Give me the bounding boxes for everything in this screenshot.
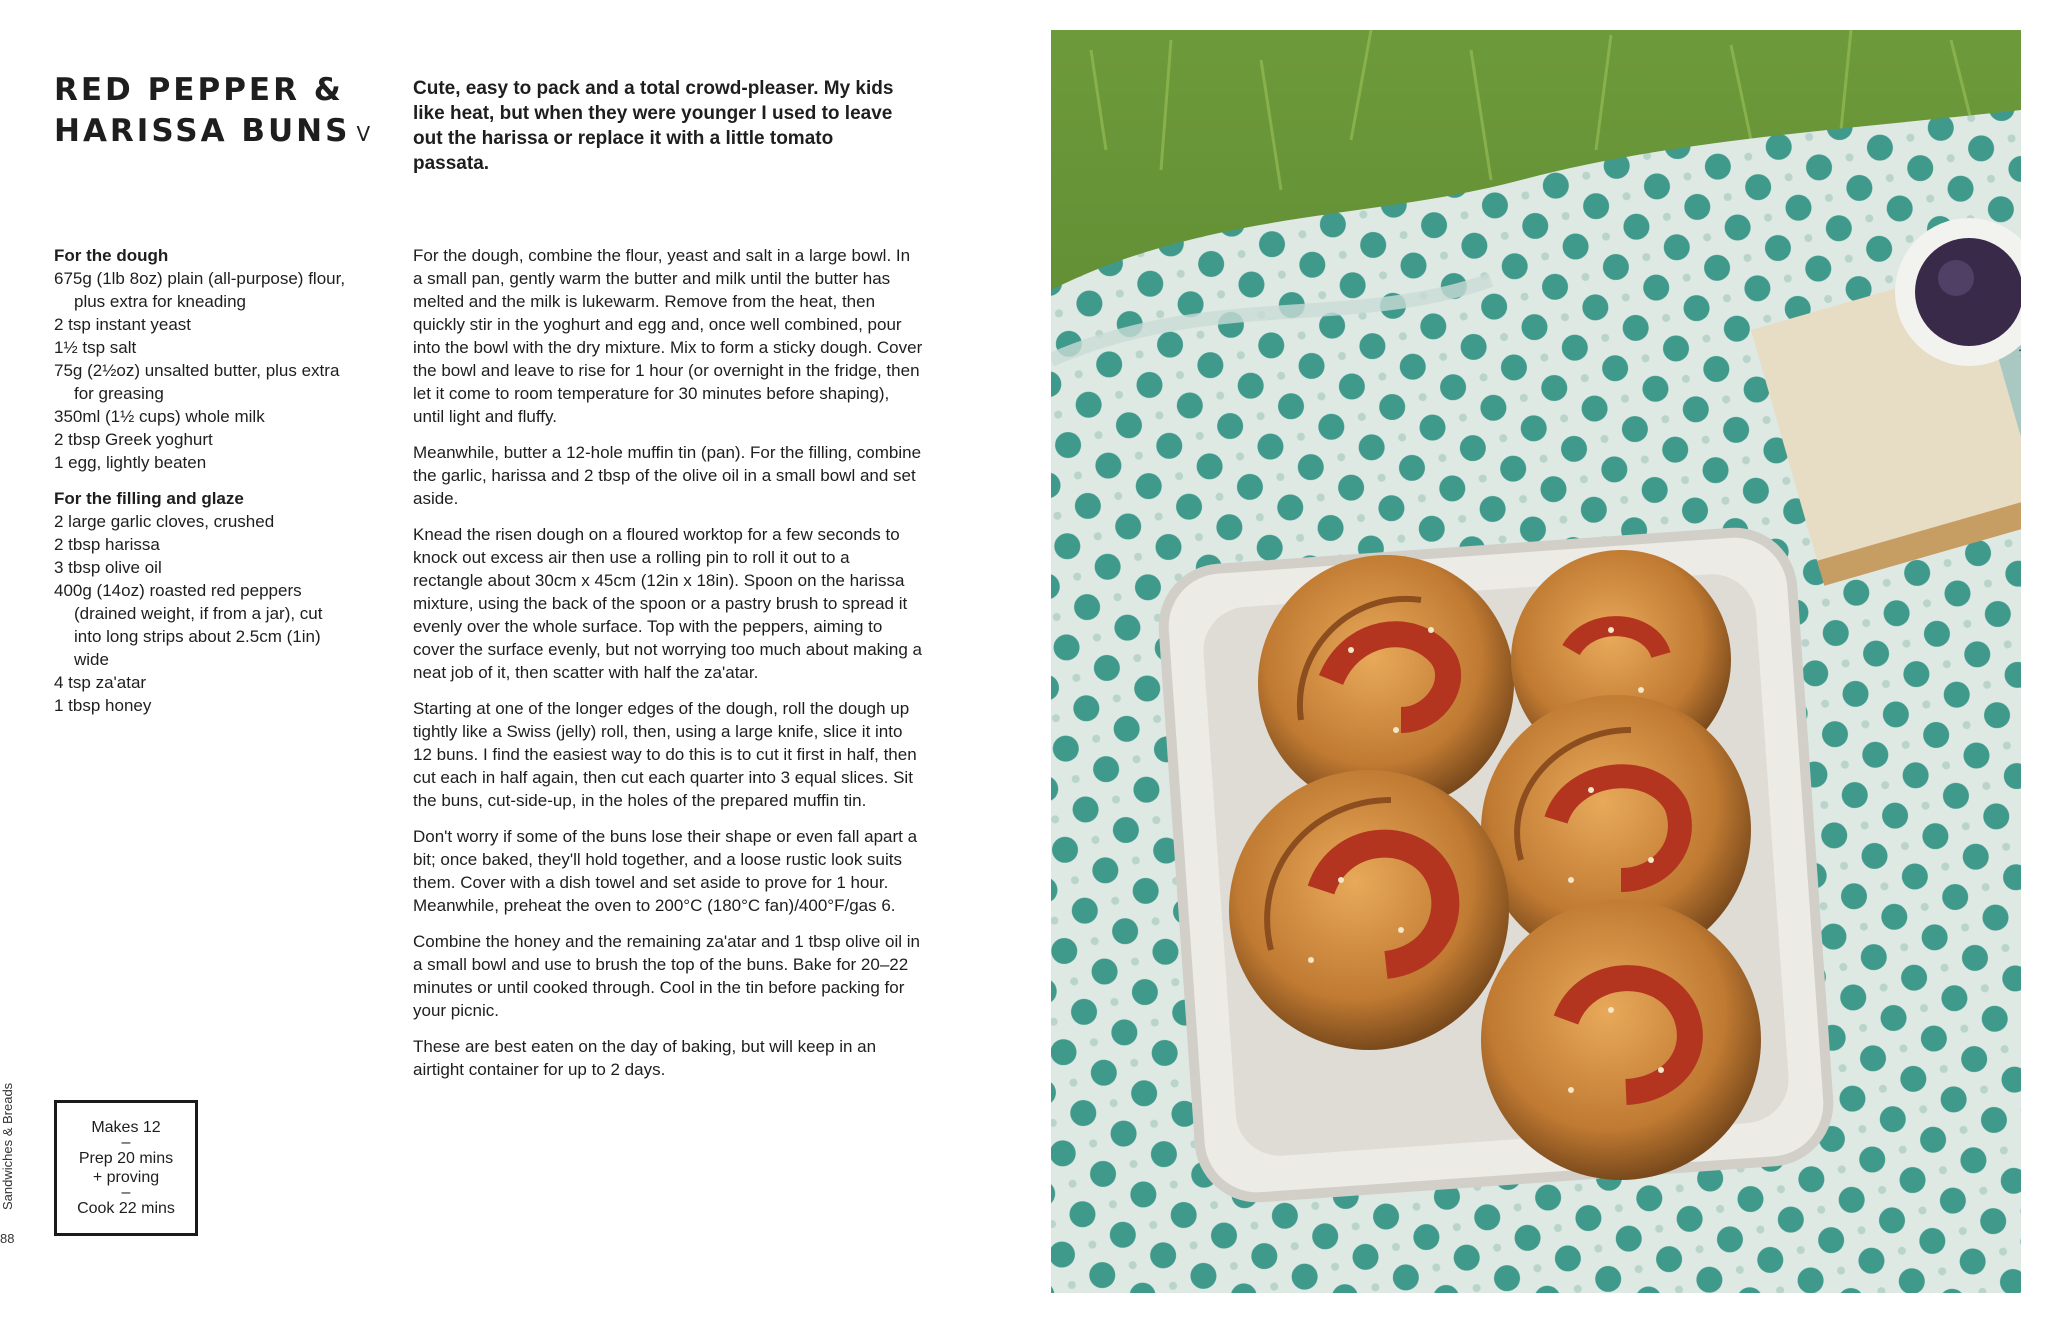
bun-bottom-left — [1229, 770, 1509, 1050]
vegetarian-marker: V — [356, 122, 371, 146]
ingredient-item: 2 tsp instant yeast — [54, 315, 192, 334]
ingredient-item: 1½ tsp salt — [54, 338, 137, 357]
ingredient-item: 1 egg, lightly beaten — [54, 453, 207, 472]
method-paragraph: Combine the honey and the remaining za'atar and 1 tbsp olive oil in a small bowl and use to brush the top of the buns. Bake for 20–22 minutes or until cooked through. Cool in the tin before packing for your picnic. — [413, 932, 920, 1020]
title-line-1: RED PEPPER & — [54, 72, 344, 108]
ingredient-item: 3 tbsp olive oil — [54, 558, 162, 577]
ingredient-item: 75g (2½oz) unsalted butter, plus extra for greasing — [54, 361, 340, 403]
yield-time-box — [54, 1100, 198, 1236]
bun-bottom-right — [1481, 900, 1761, 1180]
prep-time-text: Prep 20 mins — [78, 1150, 174, 1167]
ingredient-group-dough — [54, 244, 354, 474]
method-steps — [413, 244, 923, 1094]
recipe-title — [54, 70, 384, 155]
method-paragraph: Meanwhile, butter a 12-hole muffin tin (pan). For the filling, combine the garlic, harissa and 2 tbsp of the olive oil in a small bowl and set aside. — [413, 443, 922, 508]
ingredients-list — [54, 244, 354, 730]
ingredient-heading: For the dough — [54, 246, 169, 265]
ingredient-item: 2 tbsp harissa — [54, 535, 160, 554]
ingredient-item: 2 tbsp Greek yoghurt — [54, 430, 213, 449]
ingredient-heading: For the filling and glaze — [54, 489, 244, 508]
method-paragraph: Knead the risen dough on a floured worktop for a few seconds to knock out excess air then use a rolling pin to roll it out to a rectangle about 30cm x 45cm (12in x 18in). Spoon on the harissa mixture, using the back of the spoon or a pastry brush to spread it evenly over the whole surface. Top with the peppers, aiming to cover the surface evenly, but not worrying too much about making a neat job of it, then scatter with half the za'atar. — [413, 525, 923, 682]
page-number: 88 — [0, 1231, 15, 1246]
separator: – — [121, 1184, 131, 1201]
ingredient-group-filling — [54, 487, 354, 717]
method-paragraph: Starting at one of the longer edges of the dough, roll the dough up tightly like a Swiss (jelly) roll, then, using a large knife, slice it into 12 buns. I find the easiest way to do this is to cut it first in half, then cut each in half again, then cut each quarter into 3 equal slices. Sit the buns, cut-side-up, in the holes of the prepared muffin tin. — [413, 699, 917, 810]
method-paragraph: For the dough, combine the flour, yeast and salt in a large bowl. In a small pan, gently warm the butter and milk until the butter has melted and the milk is lukewarm. Remove from the heat, then quickly stir in the yoghurt and egg and, once well combined, pour into the bowl with the dry mixture. Mix to form a sticky dough. Cover the bowl and leave to rise for 1 hour (or overnight in the fridge, then let it come to room temperature for 30 minutes before shaping), until light and fluffy. — [413, 246, 923, 426]
food-photo — [1051, 30, 2021, 1293]
method-paragraph: These are best eaten on the day of baking, but will keep in an airtight container for up to 2 days. — [413, 1037, 877, 1079]
proving-text: + proving — [92, 1169, 160, 1186]
ingredient-item: 1 tbsp honey — [54, 696, 152, 715]
cook-time-text: Cook 22 mins — [77, 1200, 175, 1217]
ingredient-item: 675g (1lb 8oz) plain (all-purpose) flour, plus extra for kneading — [54, 269, 346, 311]
recipe-intro: Cute, easy to pack and a total crowd-pleaser. My kids like heat, but when they were younger I used to leave out the harissa or replace it with a little tomato passata. — [413, 78, 894, 174]
section-label: Sandwiches & Breads — [0, 1082, 15, 1210]
separator: – — [121, 1134, 131, 1151]
ingredient-item: 400g (14oz) roasted red peppers (drained weight, if from a jar), cut into long strips about 2.5cm (1in) wide — [54, 581, 323, 669]
ingredient-item: 2 large garlic cloves, crushed — [54, 512, 275, 531]
ingredient-item: 350ml (1½ cups) whole milk — [54, 407, 265, 426]
title-line-2: HARISSA BUNS — [54, 113, 351, 149]
yield-text: Makes 12 — [91, 1119, 161, 1136]
ingredient-item: 4 tsp za'atar — [54, 673, 147, 692]
method-paragraph: Don't worry if some of the buns lose their shape or even fall apart a bit; once baked, they'll hold together, and a loose rustic look suits them. Cover with a dish towel and set aside to prove for 1 hour. Meanwhile, preheat the oven to 200°C (180°C fan)/400°F/gas 6. — [413, 827, 918, 915]
